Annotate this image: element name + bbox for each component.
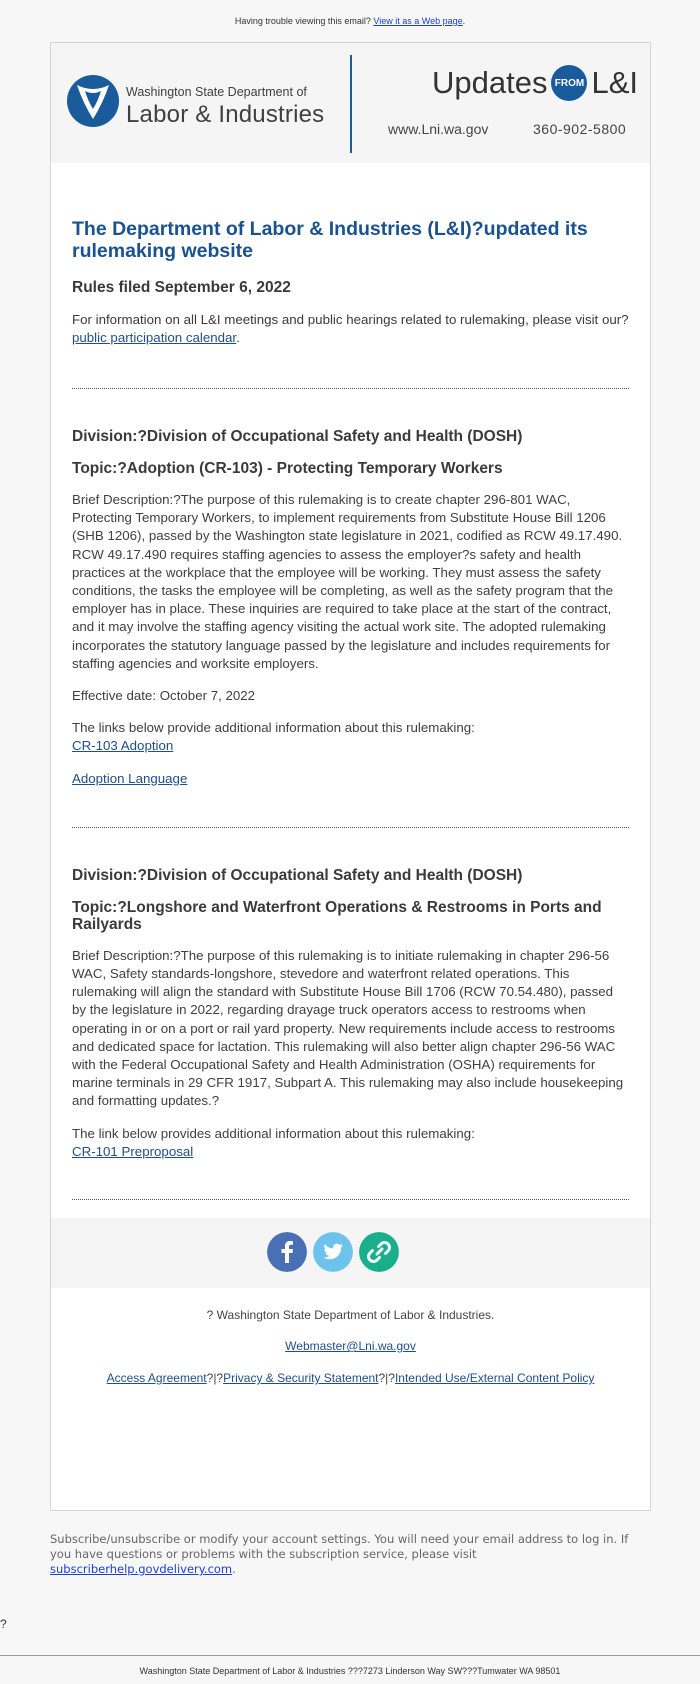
header-divider (350, 55, 352, 153)
section2-link1-wrap (72, 1143, 629, 1161)
page-title: The Department of Labor & Industries (L&I)?updated its rulemaking website (72, 218, 588, 262)
intro-text: For information on all L&I meetings and public hearings related to rulemaking, please visit our? (72, 312, 629, 327)
section1-link1-wrap (72, 737, 629, 755)
section1-effective-date: Effective date: October 7, 2022 (72, 688, 256, 704)
intended-use-link[interactable]: Intended Use/External Content Policy (394, 1371, 595, 1385)
section2-links-intro: The link below provides additional information about this rulemaking: (72, 1125, 475, 1141)
section2-topic: Topic:?Longshore and Waterfront Operations & Restrooms in Ports and Railyards (72, 898, 602, 933)
divider (72, 827, 629, 828)
updates-word: Updates (432, 65, 548, 100)
subscribe-text: Subscribe/unsubscribe or modify your account settings. You will need your email address to log in. If you have questions or problems with the subscription service, please visit (50, 1532, 629, 1561)
link-icon[interactable] (359, 1232, 399, 1272)
divider (72, 388, 629, 389)
email-card (50, 42, 651, 1511)
access-agreement-link[interactable]: Access Agreement (106, 1371, 207, 1385)
subscribe-notice (50, 1532, 650, 1577)
webmaster-email-link[interactable]: Webmaster@Lni.wa.gov (285, 1339, 416, 1353)
updates-banner (432, 65, 638, 101)
from-badge: FROM (551, 65, 587, 101)
website-url: www.Lni.wa.gov (388, 121, 489, 137)
lni-logo-icon (63, 73, 123, 129)
email-content (51, 163, 650, 1200)
section1-link2-wrap (72, 770, 629, 788)
bottom-divider (0, 1655, 700, 1656)
separator: ?|? (378, 1371, 395, 1385)
copyright: ? Washington State Department of Labor & Industries. (206, 1308, 495, 1322)
policy-links (51, 1371, 650, 1385)
cr-103-adoption-link[interactable]: CR-103 Adoption (72, 738, 174, 754)
facebook-icon[interactable] (267, 1232, 307, 1272)
adoption-language-link[interactable]: Adoption Language (72, 770, 188, 786)
intro-end: . (236, 330, 240, 345)
cr-101-preproposal-link[interactable]: CR-101 Preproposal (72, 1143, 194, 1159)
logo-line2: Labor & Industries (126, 101, 325, 128)
email-header (51, 43, 650, 163)
section1-topic: Topic:?Adoption (CR-103) - Protecting Temporary Workers (72, 460, 503, 477)
section1-division: Division:?Division of Occupational Safety and Health (DOSH) (72, 428, 523, 445)
stray-mark: ? (0, 1617, 7, 1631)
preheader-text: Having trouble viewing this email? (234, 16, 374, 26)
view-web-page-link[interactable]: View it as a Web page (373, 16, 463, 26)
section1-description: Brief Description:?The purpose of this rulemaking is to create chapter 296-801 WAC, Protecting Temporary Workers, to implement requirements from Substitute House Bill 1206 (SHB 1206), passed by the Washington state legislature in 2021, codified as RCW 49.17.490. RCW 49.17.490 requires staffing agencies to assess the employer?s safety and health practices at the workplace that the employee will be working. They must assess the safety conditions, the tasks the employee will be completing, as well as the safety program that the employer has in place. These inquiries are required to take place at the start of the contract, and it may involve the staffing agency visiting the actual work site. The adopted rulemaking incorporates the statutory language passed by the legislature and includes requirements for staffing agencies and worksite employers. (72, 492, 623, 671)
phone-number: 360-902-5800 (533, 121, 627, 137)
social-bar (51, 1218, 650, 1288)
webmaster-line (51, 1339, 650, 1353)
rules-filed-heading: Rules filed September 6, 2022 (72, 279, 291, 296)
preheader (0, 0, 700, 42)
postal-address: Washington State Department of Labor & Industries ???7273 Linderson Way SW???Tumwater WA 98501 (139, 1666, 561, 1676)
divider (72, 1199, 629, 1200)
privacy-statement-link[interactable]: Privacy & Security Statement (223, 1371, 379, 1385)
separator: ?|? (206, 1371, 224, 1385)
subscriber-help-link[interactable]: subscriberhelp.govdelivery.com (50, 1562, 233, 1576)
subscribe-end: . (232, 1562, 236, 1576)
public-participation-calendar-link[interactable]: public participation calendar (72, 330, 237, 345)
logo-line1: Washington State Department of (126, 85, 307, 99)
intro-paragraph (72, 311, 629, 347)
section2-division: Division:?Division of Occupational Safety and Health (DOSH) (72, 866, 523, 884)
li-word: L&I (591, 65, 638, 100)
preheader-end: . (462, 16, 466, 26)
section1-links-intro: The links below provide additional information about this rulemaking: (72, 720, 475, 736)
section2-description: Brief Description:?The purpose of this rulemaking is to initiate rulemaking in chapter 296-56 WAC, Safety standards-longshore, stevedore and waterfront related operations. This rulemaking will align the standard with Substitute House Bill 1706 (RCW 70.54.480), passed by the legislature in 2022, regarding drayage truck operators access to restrooms when operating in or on a port or rail yard property. New requirements include access to restrooms and dedicated space for lactation. This rulemaking will also better align chapter 296-56 WAC with the Federal Occupational Safety and Health Administration (OSHA) requirements for marine terminals in 29 CFR 1917, Subpart A. This rulemaking may also include housekeeping and formatting updates.? (72, 947, 624, 1109)
twitter-icon[interactable] (313, 1232, 353, 1272)
